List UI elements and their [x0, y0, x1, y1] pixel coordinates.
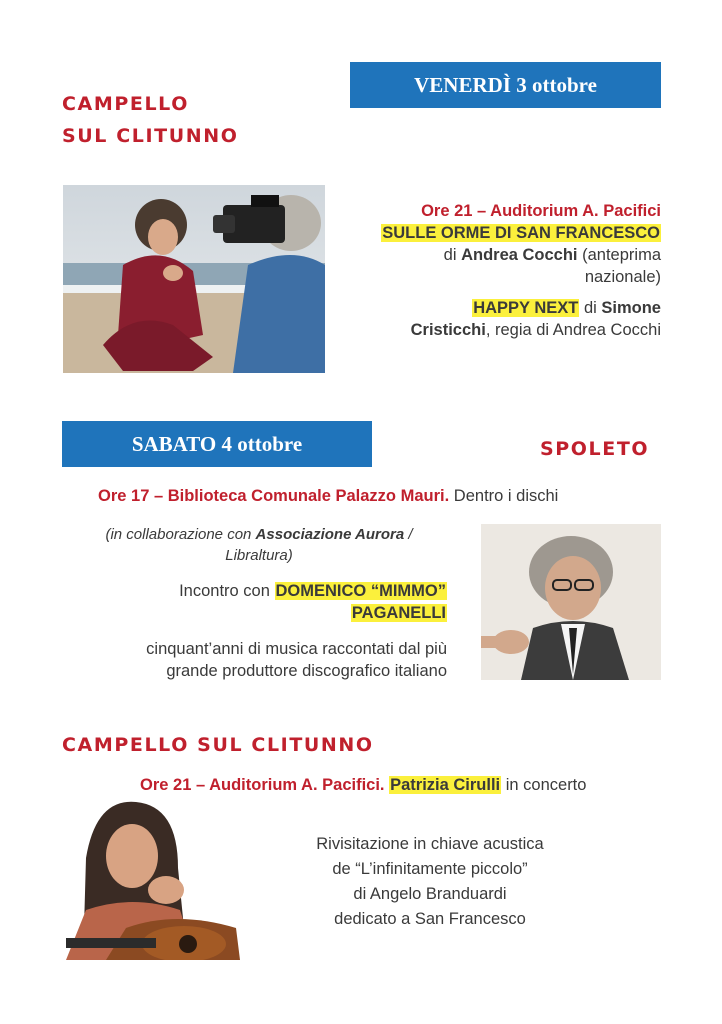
friday-event-block — [340, 200, 661, 341]
saturday-desc-line2: grande produttore discografico italiano — [166, 662, 447, 680]
guest-name-line2: PAGANELLI — [351, 604, 446, 622]
saturday-collab-note — [60, 524, 458, 566]
photo-guest-portrait — [481, 524, 661, 680]
saturday-event-heading — [98, 485, 668, 507]
collab-org: Associazione Aurora — [255, 526, 405, 543]
town-title-campello-2 — [62, 734, 374, 756]
singer-guitar-image — [66, 798, 240, 960]
guest-portrait-image — [481, 524, 661, 680]
evening-suffix: in concerto — [505, 776, 587, 794]
friday-author-note-1: (anteprima — [582, 246, 661, 264]
day-header-saturday-label: SABATO 4 ottobre — [131, 431, 303, 456]
town-title-line1: CAMPELLO — [62, 93, 189, 115]
friday-author-note-2: nazionale) — [584, 268, 661, 286]
day-header-friday-label: VENERDÌ 3 ottobre — [414, 72, 597, 97]
evening-artist: Patrizia Cirulli — [390, 776, 501, 794]
photo-singer-guitar — [66, 798, 240, 960]
friday-second-title: HAPPY NEXT — [473, 299, 579, 317]
friday-by-prefix: di — [443, 246, 457, 264]
friday-second-regia: , regia di Andrea Cocchi — [485, 321, 661, 339]
day-header-friday — [350, 62, 661, 108]
friday-second-author-last: Cristicchi — [410, 321, 486, 339]
collab-sep: / — [408, 526, 413, 543]
saturday-description — [60, 638, 447, 682]
beach-filming-image — [63, 185, 325, 373]
meet-prefix: Incontro con — [179, 582, 270, 600]
day-header-saturday — [62, 421, 372, 467]
evening-desc-line3: di Angelo Branduardi — [353, 885, 507, 903]
friday-event-title: SULLE ORME DI SAN FRANCESCO — [382, 224, 660, 242]
town-title-line2: SUL CLITUNNO — [62, 125, 239, 147]
town-title-campello-2-label: CAMPELLO SUL CLITUNNO — [62, 734, 374, 756]
saturday-guest-block — [100, 580, 447, 624]
saturday-desc-line1: cinquant’anni di musica raccontati dal più — [146, 640, 447, 658]
friday-second-author-first: Simone — [601, 299, 661, 317]
friday-second-by: di — [583, 299, 597, 317]
friday-author: Andrea Cocchi — [461, 246, 578, 264]
saturday-evening-heading — [140, 774, 670, 796]
saturday-evening-description — [290, 832, 570, 932]
town-title-spoleto-label: SPOLETO — [540, 438, 650, 460]
collab-line2: Libraltura) — [225, 547, 293, 564]
evening-desc-line4: dedicato a San Francesco — [334, 910, 526, 928]
guest-name-line1: DOMENICO “MIMMO” — [275, 582, 446, 600]
evening-time-place: Ore 21 – Auditorium A. Pacifici. — [140, 776, 385, 794]
evening-desc-line1: Rivisitazione in chiave acustica — [316, 835, 544, 853]
friday-event-time-place: Ore 21 – Auditorium A. Pacifici — [421, 202, 661, 220]
town-title-spoleto — [540, 438, 649, 460]
town-title-campello — [62, 88, 239, 152]
saturday-event-title: Dentro i dischi — [453, 487, 559, 505]
evening-desc-line2: de “L’infinitamente piccolo” — [332, 860, 528, 878]
saturday-event-time-place: Ore 17 – Biblioteca Comunale Palazzo Mauri. — [98, 487, 450, 505]
photo-beach-filming — [63, 185, 325, 373]
collab-prefix: (in collaborazione con — [105, 526, 252, 543]
